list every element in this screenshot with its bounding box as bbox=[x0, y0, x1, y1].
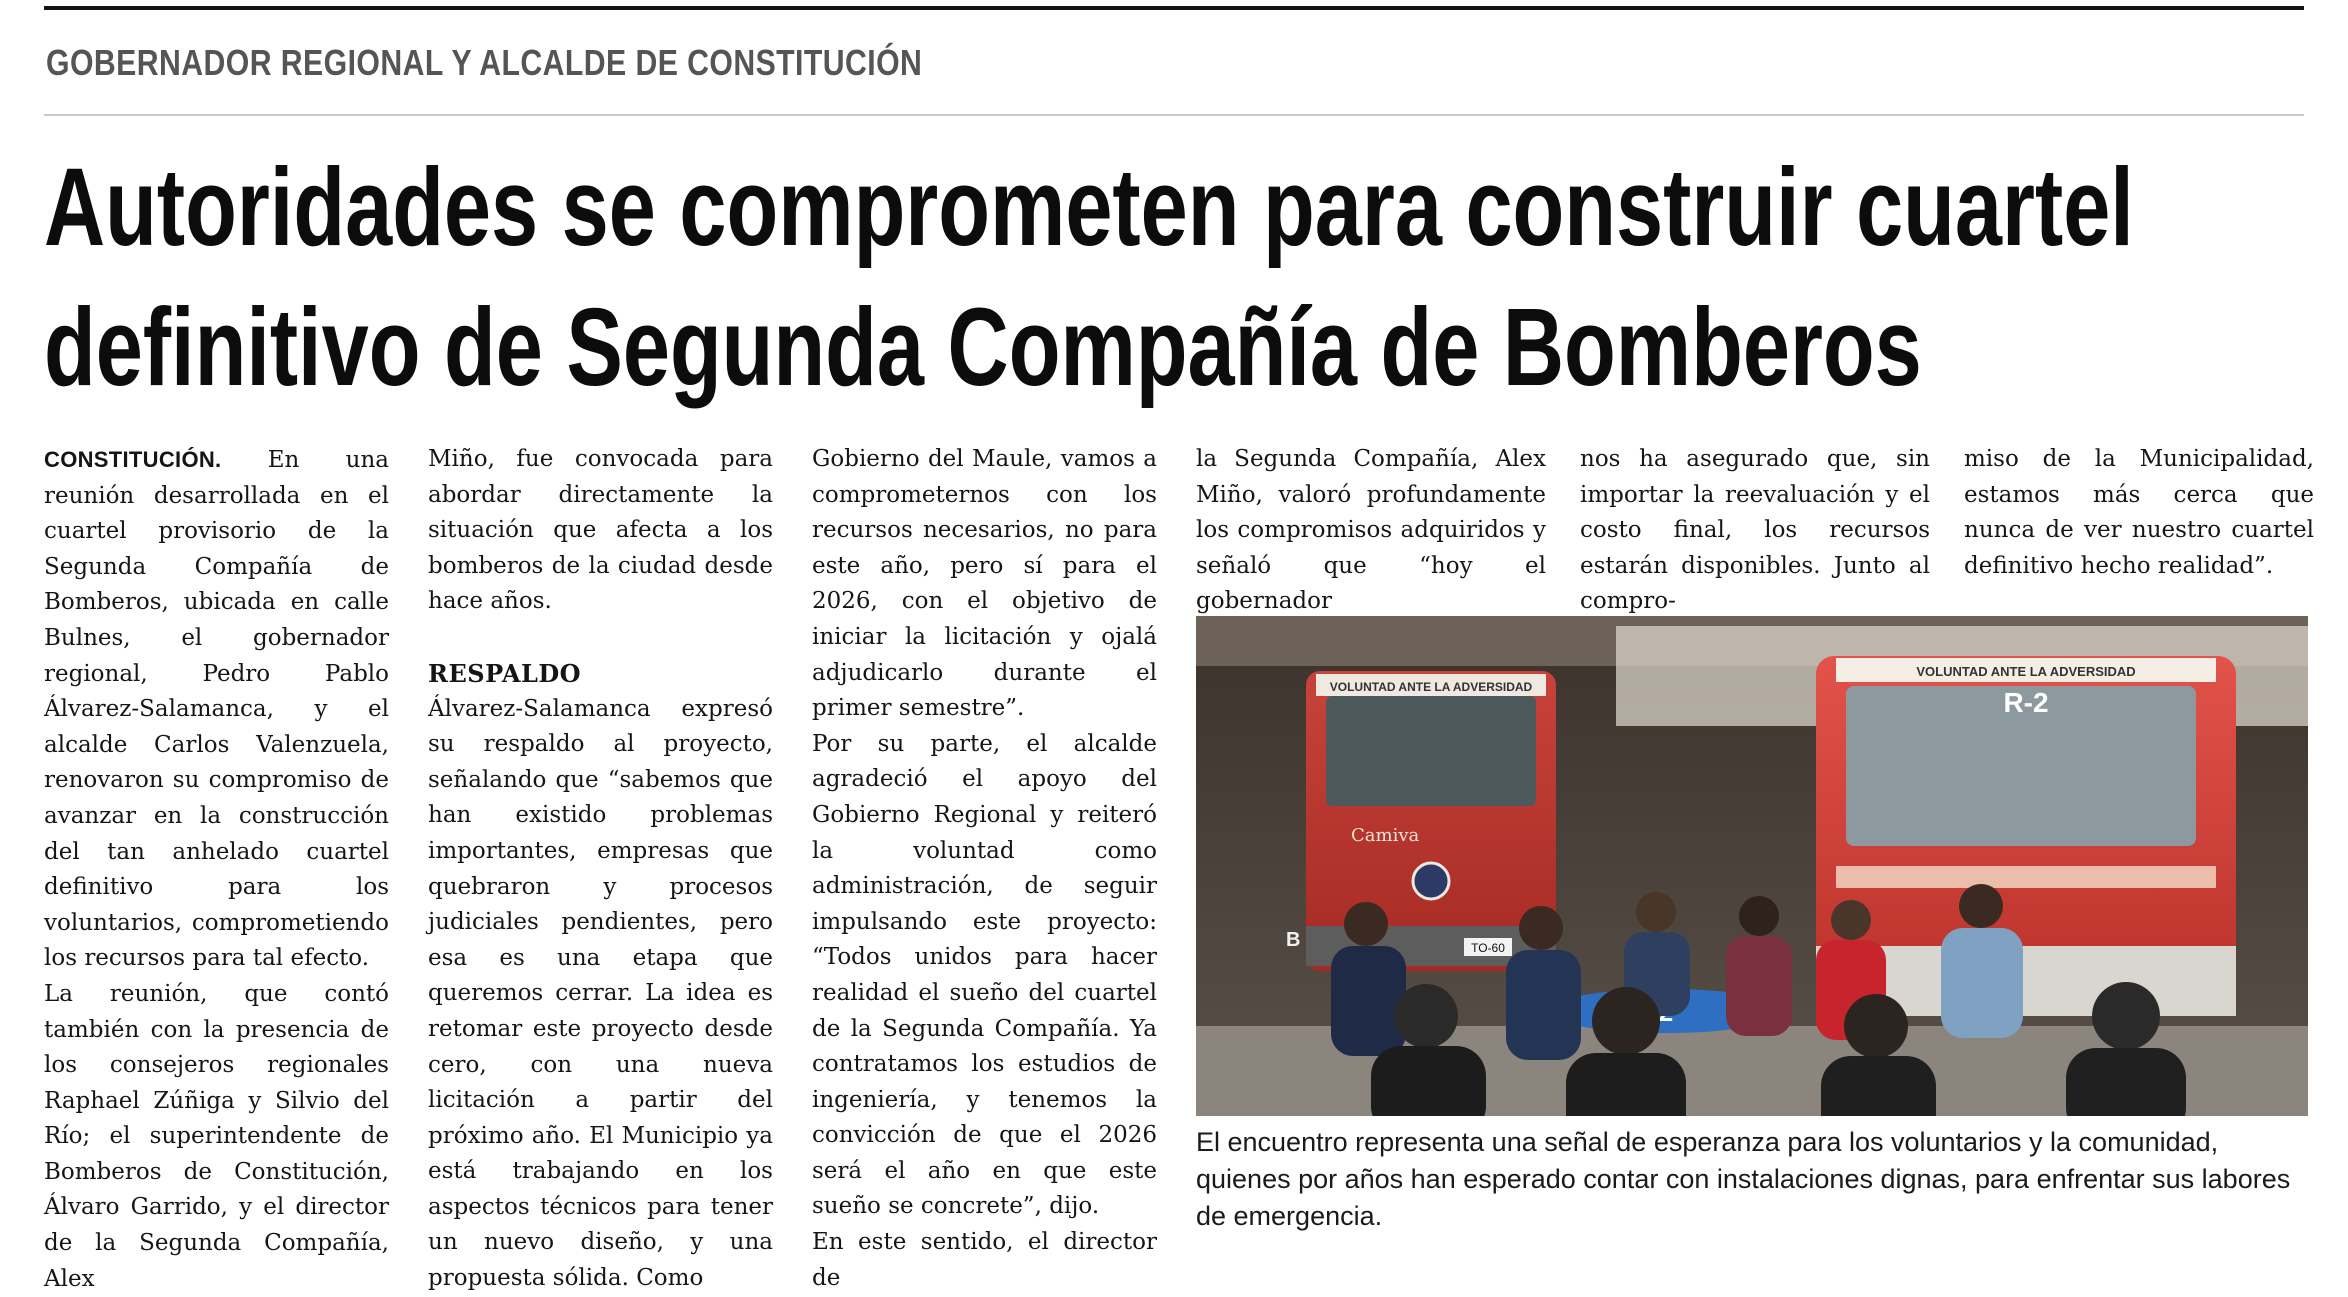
article-paragraph-5-cont-a: la Segunda Compañía, Alex Miño, valoró profundamente los compromisos adquiridos y señaló que “hoy el gobernador bbox=[1196, 446, 1546, 615]
fire-truck-left bbox=[1286, 671, 1556, 971]
article-column-1 bbox=[44, 442, 389, 1297]
article-column-3 bbox=[812, 442, 1157, 1296]
paragraph-1-text: En una reunión desarrollada en el cuartel provisorio de la Segunda Compañía de Bomberos, ubicada en calle Bulnes, el gobernador regional, Pedro Pablo Álvarez-Salamanca, y el alcalde Carlos Valenzuela, renovaron su compromiso de avanzar en la construcción del tan anhelado cuartel definitivo para los voluntarios, comprometiendo los recursos para tal efecto. bbox=[44, 447, 389, 972]
article-paragraph-2-cont: Miño, fue convocada para abordar directamente la situación que afecta a los bomberos de la ciudad desde hace años. bbox=[428, 446, 773, 615]
article-photo bbox=[1196, 616, 2308, 1116]
fire-station-scene bbox=[1196, 616, 2308, 1116]
article-paragraph-2: La reunión, que contó también con la presencia de los consejeros regionales Raphael Zúñiga y Silvio del Río; el superintendente de Bomberos de Constitución, Álvaro Garrido, y el director de la Segunda Compañía, Alex bbox=[44, 980, 389, 1292]
article-paragraph-3: Álvarez-Salamanca expresó su respaldo al proyecto, señalando que “sabemos que han existido problemas importantes, empresas que quebraron y procesos judiciales pendientes, pero esa es una etapa que queremos cerrar. La idea es retomar este proyecto desde cero, con una nueva licitación a partir del próximo año. El Municipio ya está trabajando en los aspectos técnicos para tener un nuevo diseño, y una propuesta sólida. Como bbox=[428, 695, 773, 1292]
truck-left-banner: VOLUNTAD ANTE LA ADVERSIDAD bbox=[1329, 680, 1533, 694]
top-rule bbox=[44, 6, 2304, 10]
article-column-5 bbox=[1580, 442, 1930, 620]
truck-right-banner: VOLUNTAD ANTE LA ADVERSIDAD bbox=[1916, 664, 2136, 679]
dateline: CONSTITUCIÓN. bbox=[44, 447, 222, 472]
section-divider bbox=[44, 114, 2304, 116]
headline-line-2: definitivo de Segunda Compañía de Bomberos bbox=[44, 286, 1922, 409]
article-paragraph-5: En este sentido, el director de bbox=[812, 1229, 1157, 1291]
headline bbox=[44, 138, 2134, 418]
subhead-respaldo: RESPALDO bbox=[428, 658, 582, 688]
photo-caption: El encuentro representa una señal de esperanza para los voluntarios y la comunidad, quienes por años han esperado contar con instalaciones dignas, para enfrentar sus labores de emergencia. bbox=[1196, 1127, 2291, 1231]
article-column-4 bbox=[1196, 442, 1546, 620]
headline-line-1: Autoridades se comprometen para construir cuartel bbox=[44, 146, 2134, 269]
article-column-6 bbox=[1964, 442, 2314, 584]
truck-left-plate-text: TO-60 bbox=[1471, 941, 1505, 955]
article-paragraph-5-cont-b: nos ha asegurado que, sin importar la reevaluación y el costo final, los recursos estarán disponibles. Junto al compro- bbox=[1580, 446, 1930, 615]
article-column-2 bbox=[428, 442, 773, 1297]
article-paragraph-3-cont: Gobierno del Maule, vamos a comprometernos con los recursos necesarios, no para este año, pero sí para el 2026, con el objetivo de iniciar la licitación y ojalá adjudicarlo durante el primer semestre”. bbox=[812, 446, 1157, 722]
article-paragraph-5-cont-c: miso de la Municipalidad, estamos más cerca que nunca de ver nuestro cuartel definitivo hecho realidad”. bbox=[1964, 446, 2314, 579]
truck-left-emblem bbox=[1413, 863, 1449, 899]
article-paragraph-1 bbox=[44, 442, 389, 977]
article-paragraph-4: Por su parte, el alcalde agradeció el apoyo del Gobierno Regional y reiteró la voluntad como administración, de seguir impulsando este proyecto: “Todos unidos para hacer realidad el sueño del cuartel de la Segunda Compañía. Ya contratamos los estudios de ingeniería, y tenemos la convicción de que el 2026 será el año en que este sueño se concrete”, dijo. bbox=[812, 730, 1157, 1220]
truck-right-unit: R-2 bbox=[2003, 687, 2049, 718]
truck-left-brand: Camiva bbox=[1351, 825, 1420, 846]
truck-left-mark: B bbox=[1286, 929, 1301, 951]
section-label: GOBERNADOR REGIONAL Y ALCALDE DE CONSTITUCIÓN bbox=[46, 42, 923, 83]
